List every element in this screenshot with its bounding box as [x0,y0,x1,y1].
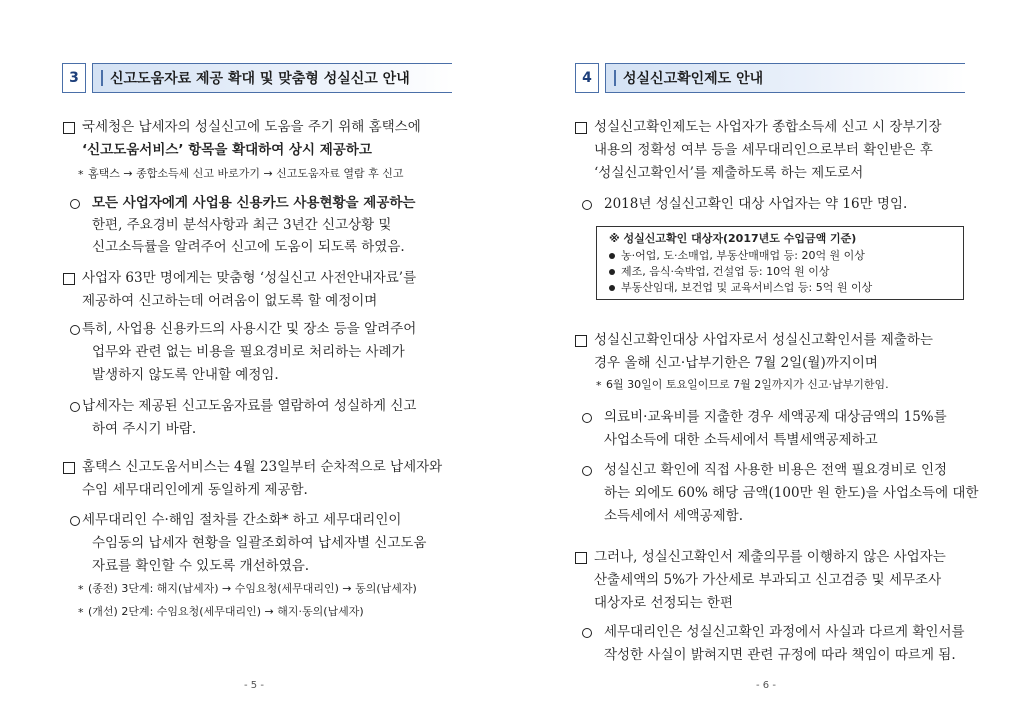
section-header [62,63,452,93]
square-bullet-icon [63,122,75,134]
square-bullet-icon [575,335,587,347]
paragraph-line: 하여 주시기 바람. [92,421,197,437]
paragraph-line: 소득세에서 세액공제함. [604,508,743,524]
circle-bullet-icon [582,628,592,638]
paragraph-line: 성실신고확인대상 사업자로서 성실신고확인서를 제출하는 [594,332,933,348]
paragraph-line: 성실신고 확인에 직접 사용한 비용은 전액 필요경비로 인정 [604,462,948,478]
paragraph-line: 사업자 63만 명에게는 맞춤형 ‘성실신고 사전안내자료’를 [82,270,417,286]
paragraph-line: 발생하지 않도록 안내할 예정임. [92,367,279,383]
paragraph-line: 특히, 사업용 신용카드의 사용시간 및 장소 등을 알려주어 [82,321,417,337]
circle-bullet-icon [70,402,80,412]
info-box-item: 농·어업, 도·소매업, 부동산매매업 등: 20억 원 이상 [621,249,865,262]
paragraph-line: 의료비·교육비를 지출한 경우 세액공제 대상금액의 15%를 [604,409,947,425]
paragraph-line: 하는 외에도 60% 해당 금액(100만 원 한도)을 사업소득에 대한 [604,485,979,501]
square-bullet-icon [575,122,587,134]
page-right [512,0,1024,724]
info-box-item: 제조, 음식·숙박업, 건설업 등: 10억 원 이상 [621,265,830,278]
page-number: - 6 - [756,680,776,691]
paragraph-line: 신고소득률을 알려주어 신고에 도움이 되도록 하였음. [92,239,405,255]
paragraph-line: 제공하여 신고하는데 어려움이 없도록 할 예정이며 [82,293,378,309]
paragraph-line: 한편, 주요경비 분석사항과 최근 3년간 신고상황 및 [92,217,392,233]
circle-bullet-icon [582,466,592,476]
footnote: 홈택스 → 종합소득세 신고 바로가기 → 신고도움자료 열람 후 신고 [88,167,404,180]
square-bullet-icon [575,552,587,564]
paragraph-line: ‘신고도움서비스’ 항목을 확대하여 상시 제공하고 [82,142,372,158]
paragraph-line: 모든 사업자에게 사업용 신용카드 사용현황을 제공하는 [92,195,416,211]
paragraph-line: ‘성실신고확인서’를 제출하도록 하는 제도로서 [594,165,864,181]
circle-bullet-icon [70,516,80,526]
circle-bullet-icon [582,413,592,423]
asterisk-icon: * [78,168,84,181]
circle-bullet-icon [582,200,592,210]
paragraph-line: 2018년 성실신고확인 대상 사업자는 약 16만 명임. [604,196,908,212]
paragraph-line: 작성한 사실이 밝혀지면 관련 규정에 따라 책임이 따르게 됨. [604,647,956,663]
section-number: 3 [62,63,86,93]
square-bullet-icon [63,273,75,285]
section-number: 4 [575,63,599,93]
bullet-dot-icon [609,269,615,275]
footnote: 6월 30일이 토요일이므로 7월 2일까지가 신고·납부기한임. [606,378,889,391]
paragraph-line: 대상자로 선정되는 한편 [594,595,733,611]
bullet-dot-icon [609,253,615,259]
paragraph-line: 산출세액의 5%가 가산세로 부과되고 신고검증 및 세무조사 [594,572,942,588]
paragraph-line: 국세청은 납세자의 성실신고에 도움을 주기 위해 홈택스에 [82,119,421,135]
paragraph-line: 수임동의 납세자 현황을 일괄조회하여 납세자별 신고도움 [92,535,427,551]
info-box-title: ※ 성실신고확인 대상자(2017년도 수입금액 기준) [609,232,857,245]
paragraph-line: 자료를 확인할 수 있도록 개선하였음. [92,558,310,574]
paragraph-line: 경우 올해 신고·납부기한은 7월 2일(월)까지이며 [594,355,878,371]
footnote: (종전) 3단계: 해지(납세자) → 수임요청(세무대리인) → 동의(납세자) [88,582,417,595]
page-number: - 5 - [244,680,264,691]
paragraph-line: 홈택스 신고도움서비스는 4월 23일부터 순차적으로 납세자와 [82,459,443,475]
asterisk-icon: * [78,583,84,596]
footnote: (개선) 2단계: 수임요청(세무대리인) → 해지·동의(납세자) [88,605,364,618]
bullet-dot-icon [609,285,615,291]
paragraph-line: 수임 세무대리인에게 동일하게 제공함. [82,482,308,498]
circle-bullet-icon [70,325,80,335]
paragraph-line: 납세자는 제공된 신고도움자료를 열람하여 성실하게 신고 [82,398,417,414]
section-title: 신고도움자료 제공 확대 및 맞춤형 성실신고 안내 [92,63,452,93]
paragraph-line: 업무와 관련 없는 비용을 필요경비로 처리하는 사례가 [92,344,405,360]
circle-bullet-icon [70,199,80,209]
paragraph-line: 성실신고확인제도는 사업자가 종합소득세 신고 시 장부기장 [594,119,942,135]
section-title: 성실신고확인제도 안내 [605,63,965,93]
paragraph-line: 사업소득에 대한 소득세에서 특별세액공제하고 [604,432,878,448]
paragraph-line: 그러나, 성실신고확인서 제출의무를 이행하지 않은 사업자는 [594,549,946,565]
paragraph-line: 내용의 정확성 여부 등을 세무대리인으로부터 확인받은 후 [594,142,933,158]
asterisk-icon: * [78,606,84,619]
asterisk-icon: * [596,379,602,392]
info-box-item: 부동산임대, 보건업 및 교육서비스업 등: 5억 원 이상 [621,281,873,294]
section-header [575,63,965,93]
square-bullet-icon [63,462,75,474]
paragraph-line: 세무대리인 수·해임 절차를 간소화* 하고 세무대리인이 [82,512,402,528]
info-box [596,226,964,300]
paragraph-line: 세무대리인은 성실신고확인 과정에서 사실과 다르게 확인서를 [604,624,965,640]
